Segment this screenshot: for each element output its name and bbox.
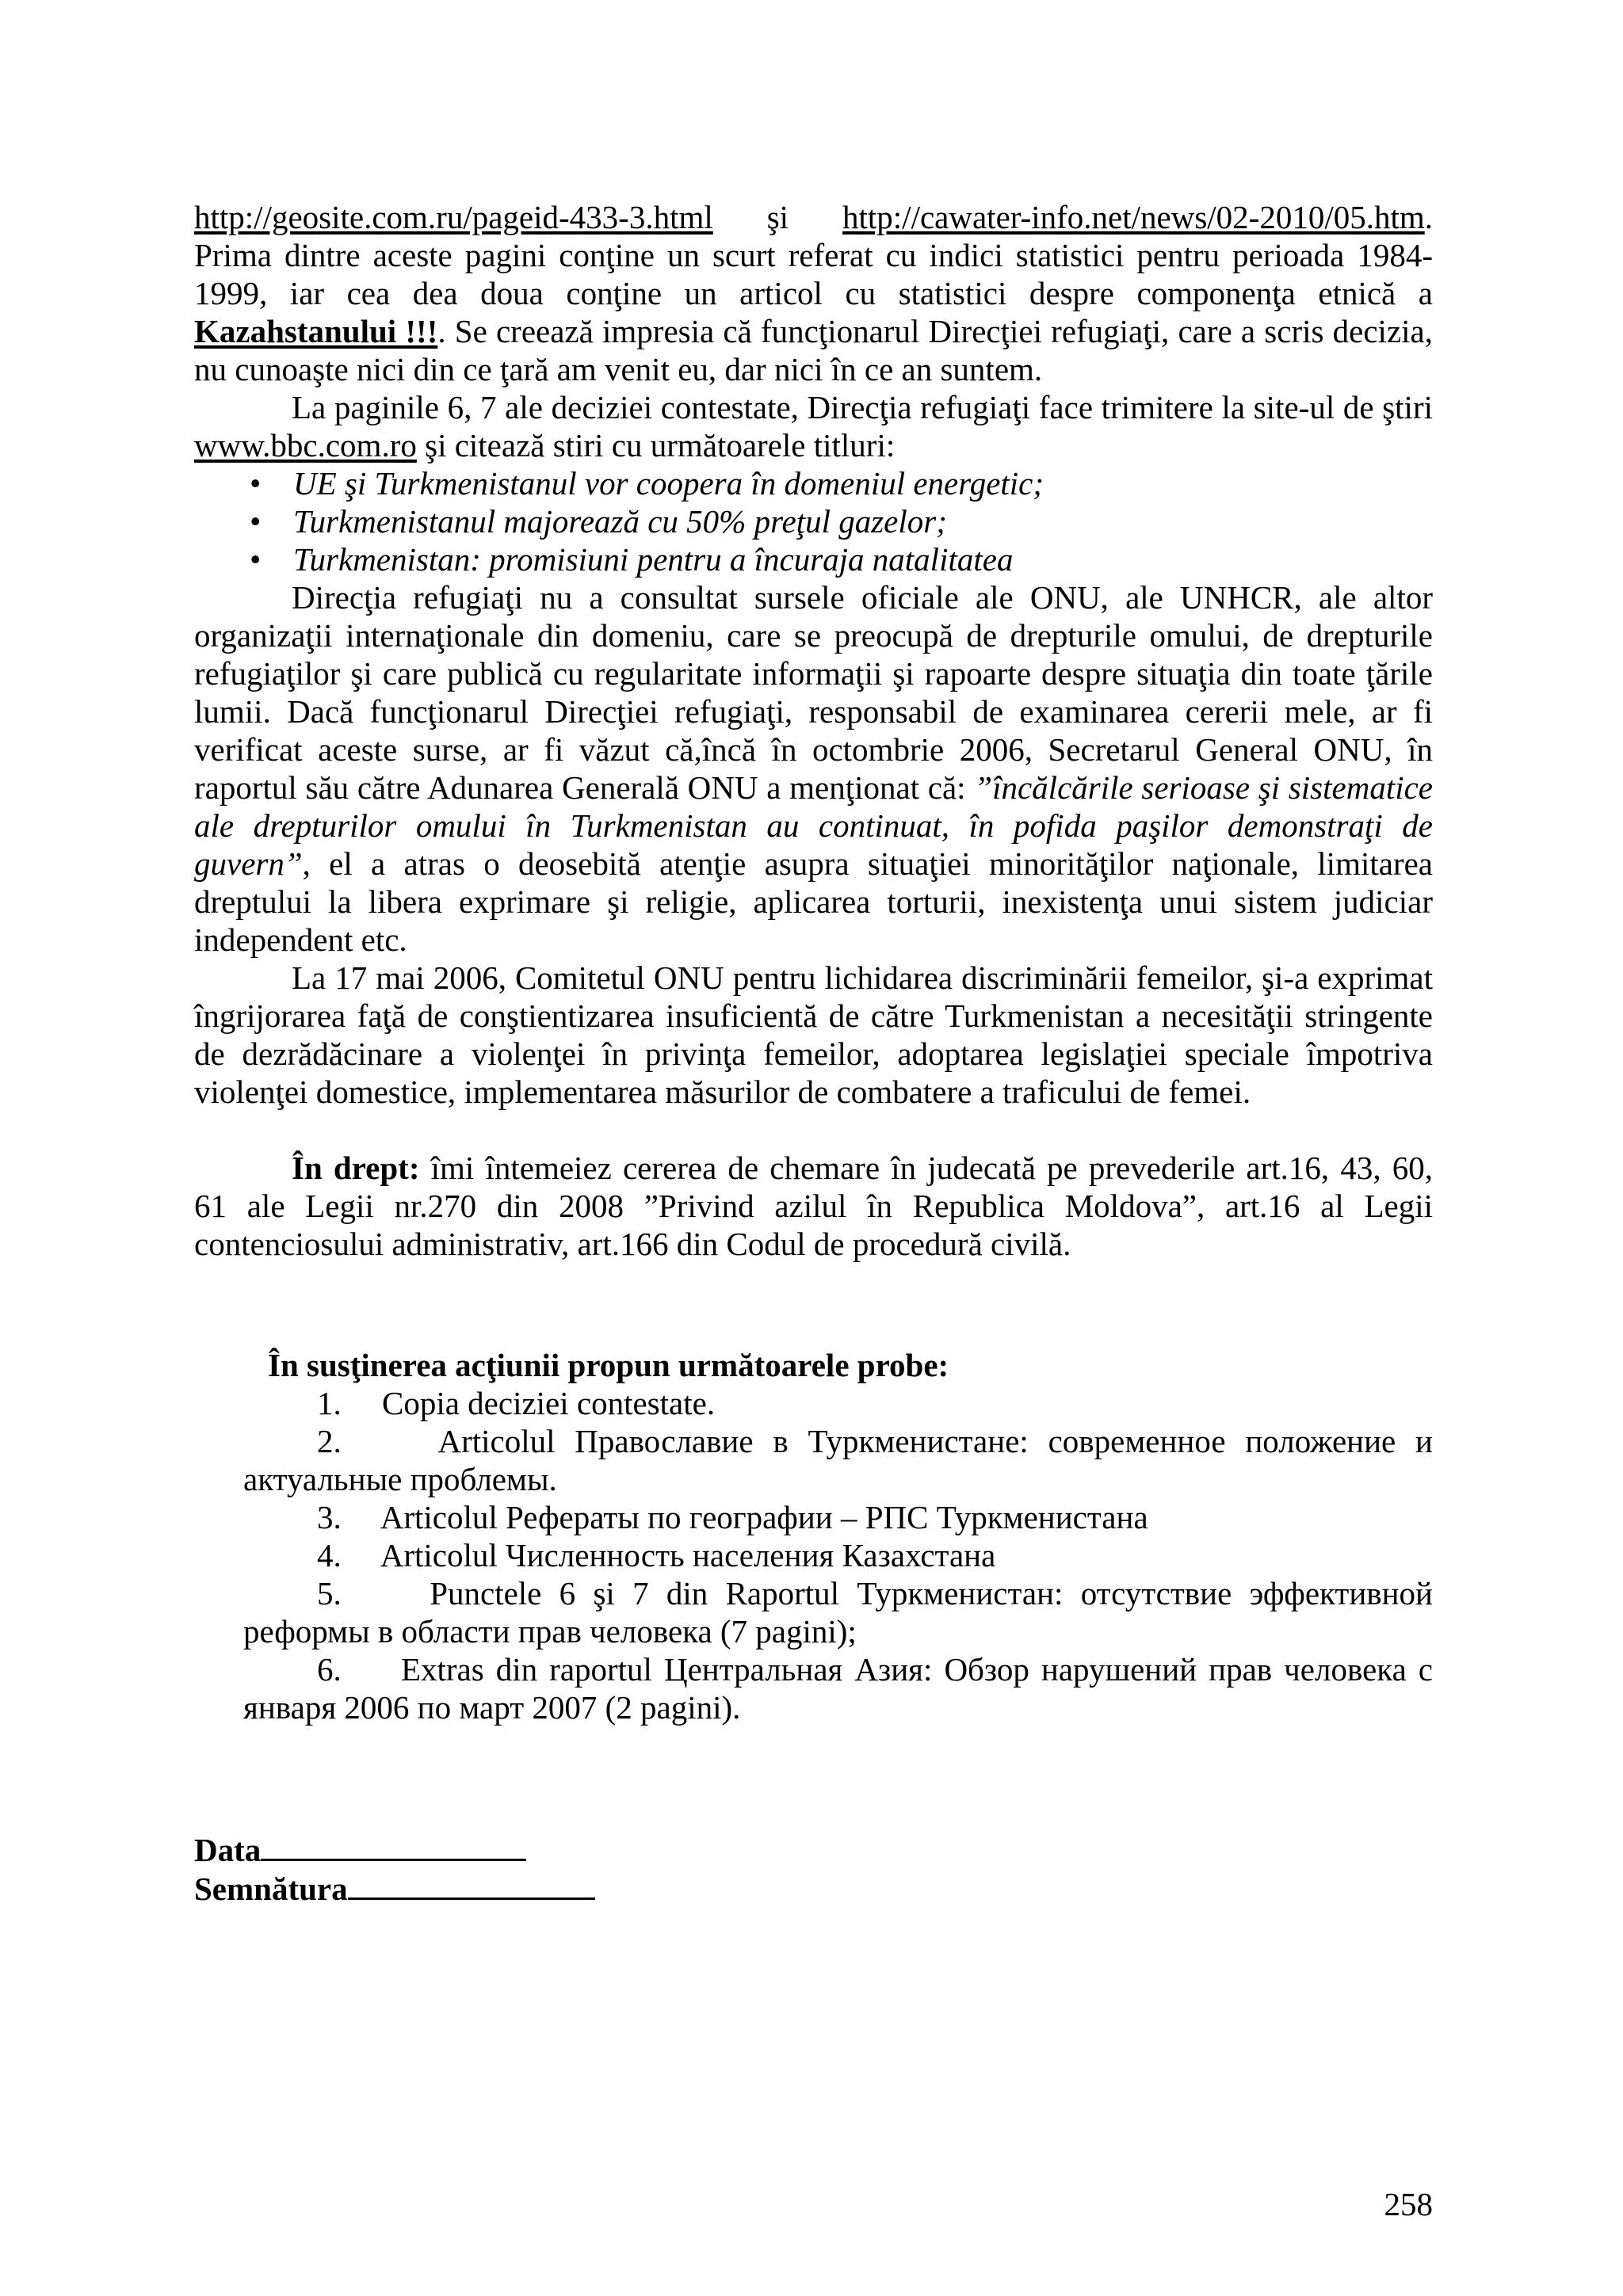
un-quote: ”încălcările serioase şi sistematice ale drepturilor omului în Turkmenistan au continuat, în pofida paşilor demonstraţi de guvern” (194, 769, 1434, 882)
paragraph-law: În drept: îmi întemeiez cererea de chemare în judecată pe prevederile art.16, 43, 60, 61 ale Legii nr.270 din 2008 ”Privind azilul în Republica Moldova”, art.16 al Legii contenciosului administrativ, art.166 din Codul de procedură civilă. (194, 1150, 1433, 1262)
list-item: 4. Articolul Численность населения Казахстана (317, 1537, 996, 1573)
date-field[interactable] (261, 1830, 526, 1861)
geosite-link[interactable]: http://geosite.com.ru/pageid-433-3.html (194, 199, 713, 235)
probes-heading: În susţinerea acţiunii propun următoarele probe: (268, 1347, 949, 1383)
paragraph-cedaw: La 17 mai 2006, Comitetul ONU pentru lichidarea discriminării femeilor, şi-a exprimat îngrijorarea faţă de conştientizarea insuficientă de către Turkmenistan a necesităţii stringente de dezrădăcinare a violenţei în privinţa femeilor, adoptarea legislaţiei speciale împotriva violenţei domestice, implementarea măsurilor de combatere a traficului de femei. (194, 959, 1433, 1110)
kazakhstan-emphasis: Kazahstanului !!! (194, 313, 438, 349)
date-line: Data (194, 1830, 595, 1869)
signature-block (194, 1830, 595, 1908)
list-item: 6. Extras din raportul Центральная Азия: Обзор нарушений прав человека с января 2006 по март 2007 (2 pagini). (243, 1651, 1434, 1726)
list-item: • Turkmenistan: promisiuni pentru a încuraja natalitatea (250, 541, 1014, 578)
document-body (194, 198, 1433, 1726)
news-titles-list (194, 464, 1433, 578)
probes-list (194, 1384, 1433, 1726)
url-connector: şi (766, 199, 789, 235)
law-label: În drept: (292, 1150, 420, 1186)
bullet-icon: • (250, 465, 262, 502)
paragraph-bbc: La paginile 6, 7 ale deciziei contestate, Direcţia refugiaţi face trimitere la site-ul de ştiri www.bbc.com.ro şi citează stiri cu următoarele titluri: (194, 389, 1433, 463)
bbc-link[interactable]: www.bbc.com.ro (194, 427, 417, 463)
paragraph-un-sources: Direcţia refugiaţi nu a consultat sursele oficiale ale ONU, ale UNHCR, ale altor organizaţii internaţionale din domeniu, care se preocupă de drepturile omului, de drepturile refugiaţilor şi care publică cu regularitate informaţii şi rapoarte despre situaţia din toate ţările lumii. Dacă funcţionarul Direcţiei refugiaţi, responsabil de examinarea cererii mele, ar fi verificat aceste surse, ar fi văzut că,încă în octombrie 2006, Secretarul General ONU, în raportul său către Adunarea Generală ONU a menţionat că: ”încălcările serioase şi sistematice ale drepturilor omului în Turkmenistan au continuat, în pofida paşilor demonstraţi de guvern”, el a atras o deosebită atenţie asupra situaţiei minorităţilor naţionale, limitarea dreptului la libera exprimare şi religie, aplicarea torturii, inexistenţa unui sistem judiciar independent etc. (194, 579, 1434, 958)
signature-line: Semnătura (194, 1869, 595, 1908)
list-item: 3. Articolul Рефераты по географии – РПС Туркменистана (317, 1499, 1148, 1535)
bullet-icon: • (250, 503, 262, 540)
paragraph-sources: Prima dintre aceste pagini conţine un scurt referat cu indici statistici pentru perioada 1984-1999, iar cea dea doua conţine un articol cu statistici despre componenţa etnică a Kazahstanului !!!. Se creează impresia că funcţionarul Direcţiei refugiaţi, care a scris decizia, nu cunoaşte nici din ce ţară am venit eu, dar nici în ce an suntem. (194, 237, 1433, 387)
signature-field[interactable] (348, 1869, 595, 1900)
bullet-icon: • (250, 541, 262, 578)
list-item: • Turkmenistanul majorează cu 50% preţul gazelor; (250, 503, 947, 540)
list-item: 2. Articolul Православие в Туркменистане: современное положение и актуальные проблемы. (243, 1423, 1433, 1497)
list-item: 5. Punctele 6 şi 7 din Raportul Туркменистан: отсутствие эффективной реформы в области прав человека (7 pagini); (243, 1575, 1434, 1650)
page-number: 258 (1384, 2186, 1433, 2222)
list-item: • UE şi Turkmenistanul vor coopera în domeniul energetic; (250, 465, 1044, 502)
source-urls-line: http://geosite.com.ru/pageid-433-3.html şi http://cawater-info.net/news/02-2010/05.htm. (194, 199, 1434, 235)
cawater-link[interactable]: http://cawater-info.net/news/02-2010/05.htm (842, 199, 1425, 235)
list-item: 1. Copia deciziei contestate. (317, 1385, 716, 1421)
